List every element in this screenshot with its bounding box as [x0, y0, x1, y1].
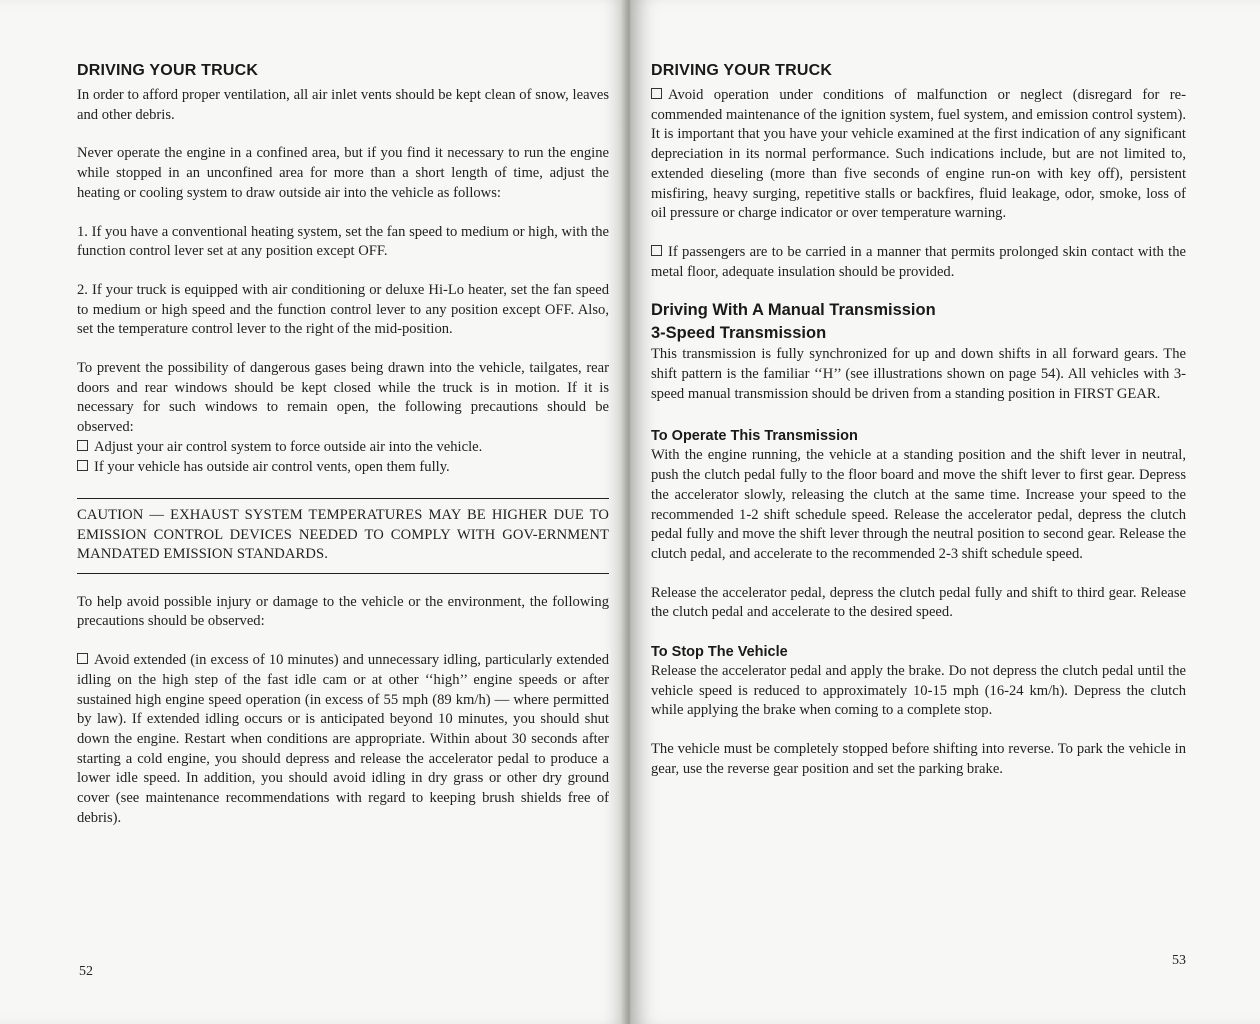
- idling-bullet: Avoid extended (in excess of 10 minutes) and unnecessary idling, particularly extended idling on the high step of the fast idle cam or at other ‘‘high’’ engine speeds or after sustained high engine speed operation (in excess of 55 mph (89 km/h) — where permitted by law). If extended idling occurs or is anticipated beyond 10 minutes, you should shut down the engine. Restart when conditions are appropriate. Within about 30 seconds after starting a cold engine, you should depress and release the accelerator pedal to produce a lower idle speed. In addition, you should avoid idling in dry grass or other dry ground cover (see maintenance recommendations with regard to keeping brush shields free of debris).: [77, 651, 609, 828]
- air-conditioning-step: 2. If your truck is equipped with air conditioning or deluxe Hi-Lo heater, set the fan speed to medium or high speed and the function control lever to any position except OFF. Also, set the temperature control lever to the right of the mid-position.: [77, 281, 609, 338]
- right-page-number: 53: [1172, 953, 1186, 968]
- operate-paragraph-2: Release the accelerator pedal, depress the clutch pedal fully and shift to third gear. Release the clutch pedal and accelerate to the desired speed.: [651, 584, 1186, 621]
- air-control-bullet: Adjust your air control system to force outside air into the vehicle.: [77, 438, 609, 458]
- confined-area-paragraph: Never operate the engine in a confined area, but if you find it necessary to run the engine while stopped in an unconfined area for more than a short length of time, adjust the heating or cooling system to draw outside air into the vehicle as follows:: [77, 145, 609, 201]
- left-page-number: 52: [79, 964, 93, 979]
- left-page: [0, 0, 628, 1024]
- precautions-paragraph: To help avoid possible injury or damage to the vehicle or the environment, the following precautions should be observed:: [77, 593, 609, 630]
- ventilation-paragraph: In order to afford proper ventilation, all air inlet vents should be kept clean of snow, leaves and other debris.: [77, 87, 609, 123]
- stop-paragraph-1: Release the accelerator pedal and apply the brake. Do not depress the clutch pedal until the vehicle speed is reduced to approximately 10-15 mph (16-24 km/h). Depress the clutch while applying the brake when coming to a complete stop.: [651, 663, 1186, 719]
- caution-bottom-rule: [77, 573, 609, 574]
- caution-top-rule: [77, 498, 609, 499]
- malfunction-bullet: Avoid operation under conditions of malfunction or neglect (disregard for re-commended maintenance of the ignition system, fuel system, and emission control system). It is important that you have your vehicle examined at the first indication of any significant depreciation in its normal performance. Such indications include, but are not limited to, extended dieseling (more than five seconds of engine run-on with key off), persistent misfiring, heavy surging, repetitive stalls or backfires, fluid leakage, odor, smoke, loss of oil pressure or charge indicator or over temperature warning.: [651, 86, 1186, 224]
- caution-text: CAUTION — EXHAUST SYSTEM TEMPERATURES MAY BE HIGHER DUE TO EMISSION CONTROL DEVICES NEEDED TO COMPLY WITH GOV-ERNMENT MANDATED EMISSION STANDARDS.: [77, 507, 609, 563]
- left-page-content: [77, 62, 609, 828]
- transmission-intro: This transmission is fully synchronized for up and down shifts in all forward gears. The shift pattern is the familiar ‘‘H’’ (see illustrations shown on page 54). All vehicles with 3-speed manual transmission should be driven from a standing position in FIRST GEAR.: [651, 346, 1186, 402]
- air-vents-bullet: If your vehicle has outside air control vents, open them fully.: [77, 458, 609, 478]
- right-page: [632, 0, 1260, 1024]
- operate-transmission-title: To Operate This Transmission: [651, 428, 858, 445]
- manual-transmission-title: Driving With A Manual Transmission: [651, 301, 936, 320]
- stop-vehicle-title: To Stop The Vehicle: [651, 644, 788, 661]
- conventional-heating-step: 1. If you have a conventional heating system, set the fan speed to medium or high, with the function control lever set at any position except OFF.: [77, 223, 609, 260]
- passengers-bullet: If passengers are to be carried in a manner that permits prolonged skin contact with the metal floor, adequate insulation should be provided.: [651, 243, 1186, 282]
- right-page-heading: DRIVING YOUR TRUCK: [651, 62, 833, 79]
- right-page-content: [651, 62, 1186, 780]
- left-page-heading: DRIVING YOUR TRUCK: [77, 62, 259, 79]
- three-speed-title: 3-Speed Transmission: [651, 324, 827, 343]
- stop-paragraph-2: The vehicle must be completely stopped before shifting into reverse. To park the vehicle in gear, use the reverse gear position and set the parking brake.: [651, 741, 1186, 777]
- dangerous-gases-paragraph: To prevent the possibility of dangerous gases being drawn into the vehicle, tailgates, rear doors and rear windows should be kept closed while the truck is in motion. If it is necessary for such windows to remain open, the following precautions should be observed:: [77, 360, 609, 436]
- caution-box: [77, 498, 609, 574]
- operate-paragraph-1: With the engine running, the vehicle at a standing position and the shift lever in neutral, push the clutch pedal fully to the floor board and move the shift lever to first gear. Depress the accelerator slowly, releasing the clutch at the same time. Increase your speed to the recommended 1-2 shift schedule speed. Release the accelerator pedal, depress the clutch pedal fully and move the shift lever through the neutral position to second gear. Release the clutch pedal, and accelerate to the recommended 2-3 shift schedule speed.: [651, 447, 1186, 562]
